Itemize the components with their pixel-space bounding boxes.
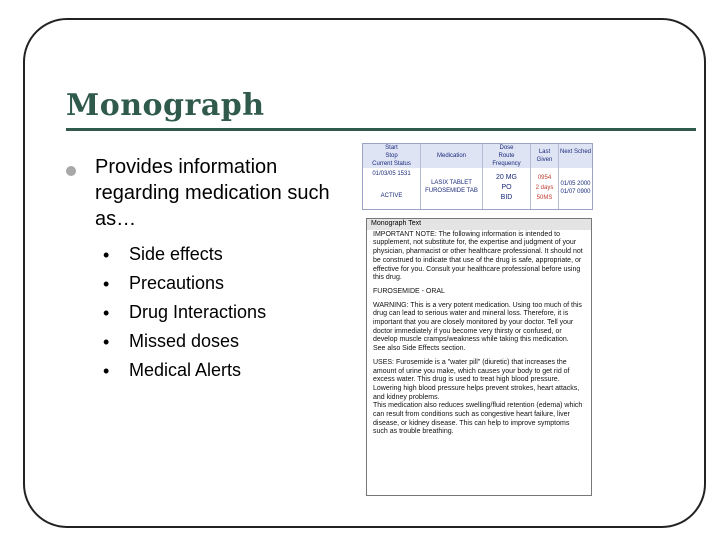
monograph-paragraph: See also Side Effects section.: [373, 345, 466, 353]
main-bullet-text: Provides information regarding medication such as…: [95, 156, 330, 230]
stop-header: Stop: [363, 152, 420, 160]
monograph-paragraph: This medication also reduces swelling/fluid retention (edema) which can result from conditions such as congestive heart failure, liver disease, or kidney disease. This can help to improve symptoms such as trouble breathing.: [373, 402, 583, 436]
monograph-body: [367, 230, 591, 443]
monograph-paragraph: USES: Furosemide is a "water pill" (diuretic) that increases the amount of urine you make, which causes your body to get rid of excess water. This drug is used to treat high blood pressure. Lowering high blood pressure helps prevent strokes, heart attacks, and kidney problems.: [373, 358, 580, 401]
bullet-icon: •: [103, 274, 110, 294]
current-status-header: Current Status: [363, 160, 420, 168]
next-sched-header: Next Sched: [559, 144, 592, 168]
start-header: Start: [363, 144, 420, 152]
last-given-column: [531, 144, 559, 209]
monograph-panel: [366, 218, 592, 496]
list-item-label: Side effects: [129, 244, 223, 264]
bullet-icon: •: [103, 303, 110, 323]
start-stop-column: [363, 144, 421, 209]
dose-column: [483, 144, 531, 209]
status-value: ACTIVE: [380, 193, 403, 199]
bullet-dot-icon: [66, 166, 76, 176]
list-item-label: Medical Alerts: [129, 360, 242, 380]
next-sched-sub: 01/07 0900: [560, 189, 591, 195]
route-header: Route: [483, 152, 530, 160]
slide-title: Monograph: [66, 88, 265, 123]
route-value: PO: [501, 184, 512, 191]
last-given-by: 50MS: [536, 195, 553, 201]
frequency-value: BID: [500, 194, 513, 201]
list-item-label: Drug Interactions: [129, 302, 267, 322]
title-rule: [66, 128, 696, 131]
list-item-label: Precautions: [129, 273, 225, 293]
last-given-header: Last Given: [531, 144, 558, 168]
start-value: 01/03/05 1531: [372, 171, 411, 177]
medication-table: [362, 143, 593, 210]
monograph-paragraph: FUROSEMIDE - ORAL: [373, 287, 445, 295]
monograph-paragraph: IMPORTANT NOTE: The following information is intended to supplement, not substitute for, the expertise and judgment of your physician, pharmacist or other healthcare professional. It should not be construed to indicate that use of the drug is safe, appropriate, or effective for you. Consult your healthcare professional before using this drug.: [373, 230, 583, 282]
next-sched-value: 01/05 2000: [560, 181, 591, 187]
bullet-icon: •: [103, 245, 110, 265]
monograph-paragraph: WARNING: This is a very potent medication. Using too much of this drug can lead to serious water and mineral loss. Therefore, it is important that you are closely monitored by your doctor. Tell your doctor immediately if you become very thirsty or confused, or develop muscle cramps/weakness while taking this medication.: [373, 301, 582, 344]
last-given-days: 2 days: [535, 185, 554, 191]
last-given-value: 0954: [537, 175, 552, 181]
next-sched-column: [559, 144, 592, 209]
monograph-header: Monograph Text: [367, 219, 591, 230]
dose-header: Dose: [483, 144, 530, 152]
list-item-label: Missed doses: [129, 331, 240, 351]
bullet-icon: •: [103, 332, 110, 352]
medication-header: Medication: [421, 144, 482, 168]
medication-column: [421, 144, 483, 209]
bullet-icon: •: [103, 361, 110, 381]
frequency-header: Frequency: [483, 160, 530, 168]
medication-sub: FUROSEMIDE TAB: [425, 188, 478, 194]
medication-name: LASIX TABLET: [431, 180, 472, 186]
dose-value: 20 MG: [495, 174, 517, 181]
